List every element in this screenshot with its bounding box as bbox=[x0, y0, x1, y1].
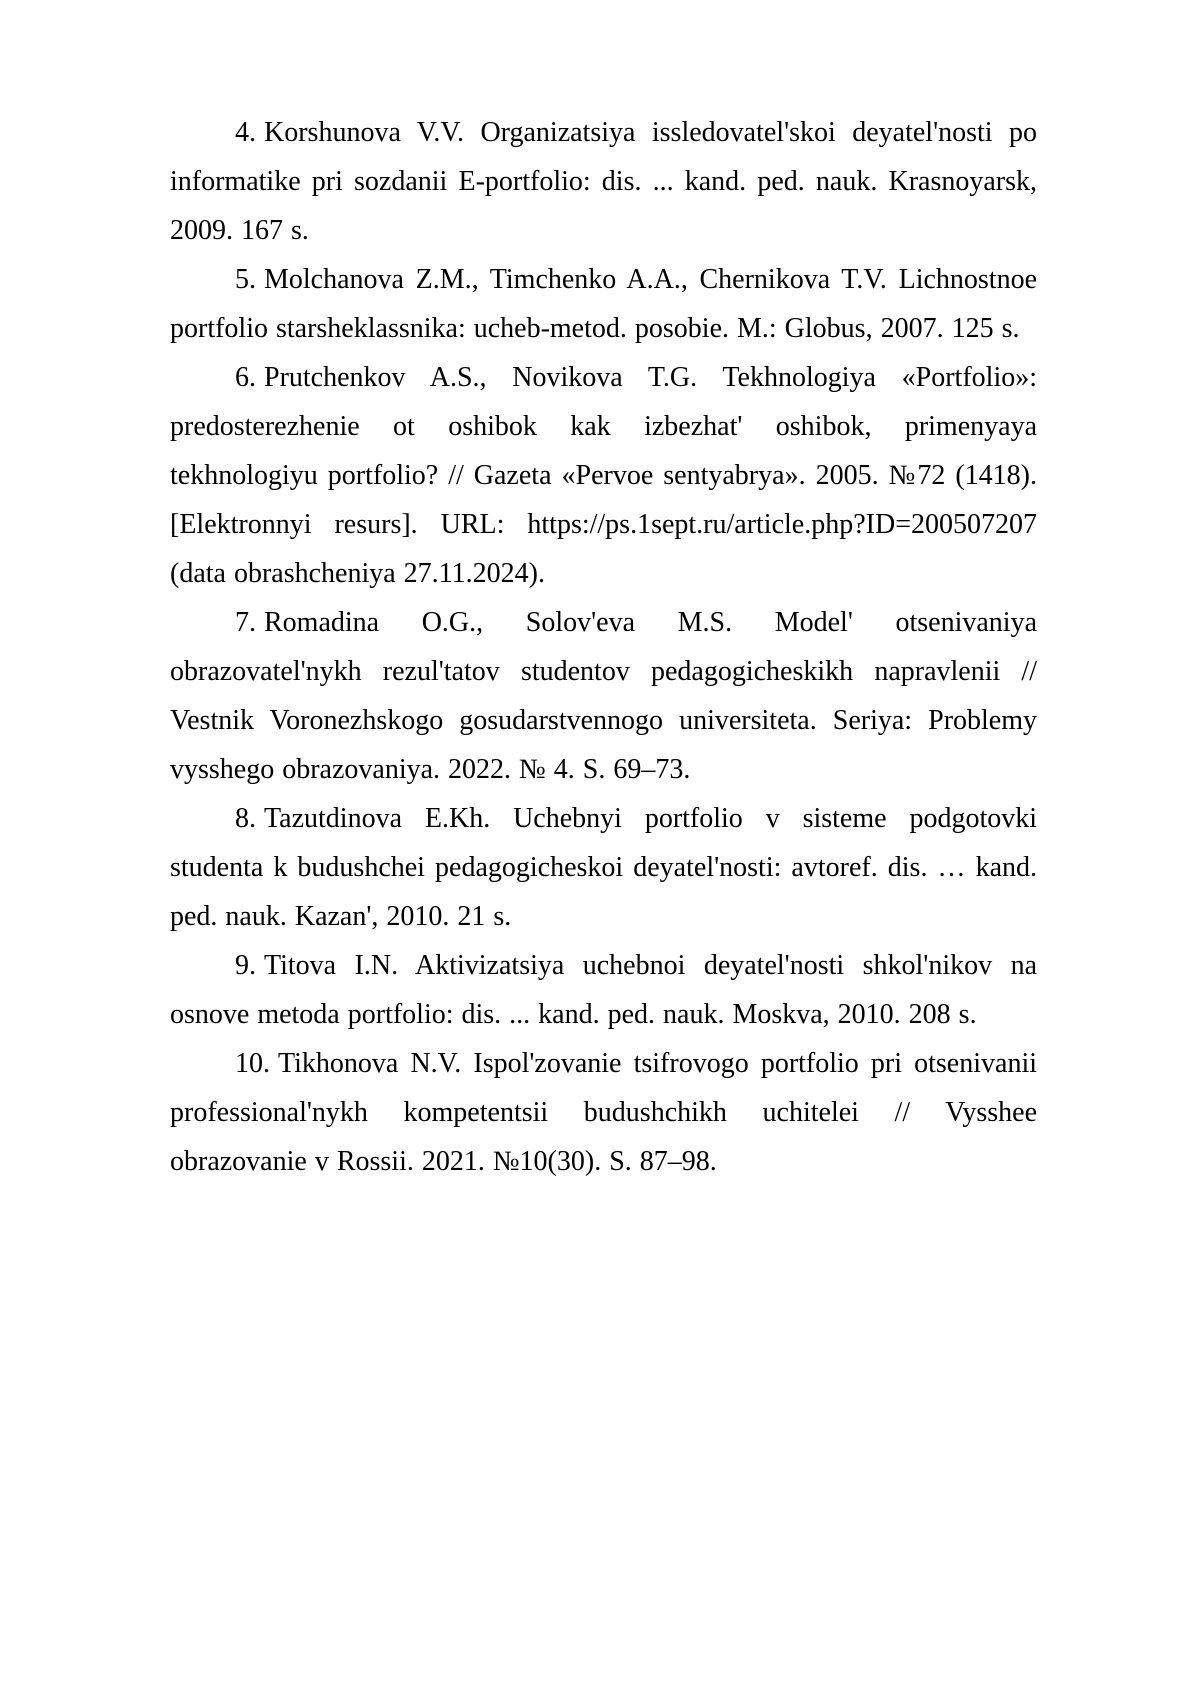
reference-text: Korshunova V.V. Organizatsiya issledovatel'skoi deyatel'nosti po informatike pri sozdanii E-portfolio: dis. ... kand. ped. nauk. Krasnoyarsk, 2009. 167 s. bbox=[170, 117, 1037, 246]
reference-item-8 bbox=[170, 794, 1037, 941]
reference-item-6 bbox=[170, 353, 1037, 598]
reference-item-5 bbox=[170, 255, 1037, 353]
reference-number: 10. bbox=[235, 1048, 270, 1079]
reference-number: 4. bbox=[235, 117, 256, 148]
reference-list bbox=[170, 108, 1037, 1186]
reference-text: Molchanova Z.M., Timchenko A.A., Chernikova T.V. Lichnostnoe portfolio starsheklassnika: ucheb-metod. posobie. M.: Globus, 2007. 125 s. bbox=[170, 264, 1037, 344]
reference-item-4 bbox=[170, 108, 1037, 255]
reference-item-10 bbox=[170, 1039, 1037, 1186]
reference-text: Titova I.N. Aktivizatsiya uchebnoi deyatel'nosti shkol'nikov na osnove metoda portfolio: dis. ... kand. ped. nauk. Moskva, 2010. 208 s. bbox=[170, 950, 1037, 1030]
reference-number: 8. bbox=[235, 803, 256, 834]
reference-text: Romadina O.G., Solov'eva M.S. Model' otsenivaniya obrazovatel'nykh rezul'tatov studentov pedagogicheskikh napravlenii // Vestnik Voronezhskogo gosudarstvennogo universiteta. Seriya: Problemy vysshego obrazovaniya. 2022. № 4. S. 69–73. bbox=[170, 607, 1037, 785]
reference-text: Tazutdinova E.Kh. Uchebnyi portfolio v sisteme podgotovki studenta k budushchei pedagogicheskoi deyatel'nosti: avtoref. dis. … kand. ped. nauk. Kazan', 2010. 21 s. bbox=[170, 803, 1037, 932]
reference-text: Prutchenkov A.S., Novikova T.G. Tekhnologiya «Portfolio»: predosterezhenie ot oshibok kak izbezhat' oshibok, primenyaya tekhnologiyu portfolio? // Gazeta «Pervoe sentyabrya». 2005. №72 (1418). [Elektronnyi resurs]. URL: https://ps.1sept.ru/article.php?ID=200507207 (data obrashcheniya 27.11.2024). bbox=[170, 362, 1037, 589]
reference-item-7 bbox=[170, 598, 1037, 794]
reference-number: 9. bbox=[235, 950, 256, 981]
reference-item-9 bbox=[170, 941, 1037, 1039]
reference-text: Tikhonova N.V. Ispol'zovanie tsifrovogo portfolio pri otsenivanii professional'nykh kompetentsii budushchikh uchitelei // Vysshee obrazovanie v Rossii. 2021. №10(30). S. 87–98. bbox=[170, 1048, 1037, 1177]
reference-number: 7. bbox=[235, 607, 256, 638]
reference-number: 6. bbox=[235, 362, 256, 393]
reference-number: 5. bbox=[235, 264, 256, 295]
